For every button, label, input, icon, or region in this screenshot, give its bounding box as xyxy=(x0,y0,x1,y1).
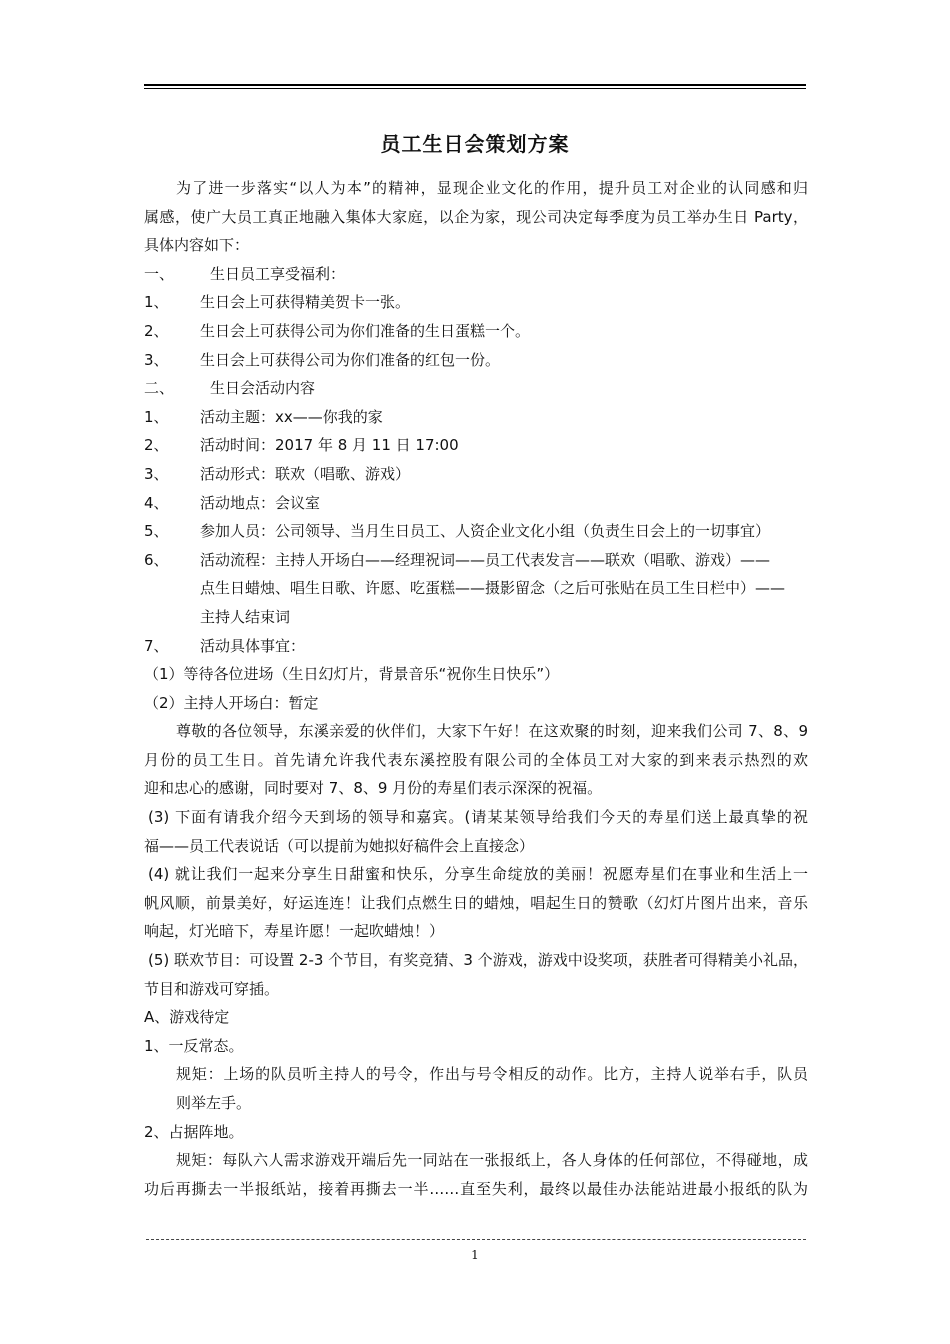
item-number: 4、 xyxy=(144,493,169,512)
list-item xyxy=(144,317,808,346)
item-text: 生日会上可获得公司为你们准备的生日蛋糕一个。 xyxy=(200,321,531,340)
list-item xyxy=(144,403,808,432)
item-number: 3、 xyxy=(144,464,169,483)
game-title: 2、占据阵地。 xyxy=(144,1122,244,1141)
item-text: 活动时间：2017 年 8 月 11 日 17:00 xyxy=(200,436,459,455)
item-text: 活动主题：xx——你我的家 xyxy=(200,407,383,426)
intro-line: 属感，使广大员工真正地融入集体大家庭，以企为家，现公司决定每季度为员工举办生日 Party， xyxy=(144,207,808,226)
header-rule-thick xyxy=(144,84,806,86)
intro-line: 为了进一步落实“以人为本”的精神，显现企业文化的作用，提升员工对企业的认同感和归 xyxy=(176,179,808,197)
section-heading xyxy=(144,374,808,403)
item-text: 生日会上可获得公司为你们准备的红包一份。 xyxy=(200,350,501,369)
document-body xyxy=(144,174,808,1203)
item-number: 1、 xyxy=(144,407,169,426)
step-line: (4) 就让我们一起来分享生日甜蜜和快乐，分享生命绽放的美丽！祝愿寿星们在事业和生活上一 xyxy=(148,865,808,884)
footer-dashed-rule xyxy=(146,1239,806,1240)
games-heading: A、游戏待定 xyxy=(144,1008,230,1027)
list-item xyxy=(144,346,808,375)
item-text: 活动地点：会议室 xyxy=(200,493,321,512)
header-rule-thin xyxy=(144,88,806,89)
speech-line: 月份的员工生日。首先请允许我代表东溪控股有限公司的全体员工对大家的到来表示热烈的欢 xyxy=(144,750,808,769)
item-continuation: 点生日蜡烛、唱生日歌、许愿、吃蛋糕——摄影留念（之后可张贴在员工生日栏中）—— xyxy=(200,579,786,598)
step-line: (5) 联欢节目：可设置 2-3 个节目，有奖竞猜、3 个游戏，游戏中设奖项，获胜者可得精美小礼品， xyxy=(148,951,808,970)
section-number: 一、 xyxy=(144,264,175,283)
step-line: 节目和游戏可穿插。 xyxy=(144,979,280,998)
list-item xyxy=(144,460,808,489)
item-number: 2、 xyxy=(144,321,169,340)
step-line: 福——员工代表说话（可以提前为她拟好稿件会上直接念） xyxy=(144,836,535,855)
speech-line: 迎和忠心的感谢，同时要对 7、8、9 月份的寿星们表示深深的祝福。 xyxy=(144,779,603,798)
section-number: 二、 xyxy=(144,379,175,398)
item-continuation: 主持人结束词 xyxy=(200,607,291,626)
item-number: 3、 xyxy=(144,350,169,369)
step-line: 响起，灯光暗下，寿星许愿！一起吹蜡烛！） xyxy=(144,922,445,941)
list-item xyxy=(144,517,808,546)
step-line: 帆风顺，前景美好，好运连连！让我们点燃生日的蜡烛，唱起生日的赞歌（幻灯片图片出来，音乐 xyxy=(144,893,808,912)
item-text: 参加人员：公司领导、当月生日员工、人资企业文化小组（负责生日会上的一切事宜） xyxy=(200,522,771,541)
intro-line: 具体内容如下： xyxy=(144,236,250,255)
item-number: 7、 xyxy=(144,636,169,655)
item-number: 6、 xyxy=(144,550,169,569)
list-item xyxy=(144,431,808,460)
game-rule-line: 则举左手。 xyxy=(176,1094,252,1112)
game-rule-line: 规矩：每队六人需求游戏开端后先一同站在一张报纸上，各人身体的任何部位，不得碰地，成 xyxy=(176,1151,808,1170)
step-line: (3) 下面有请我介绍今天到场的领导和嘉宾。(请某某领导给我们今天的寿星们送上最真挚的祝 xyxy=(148,808,808,827)
item-number: 1、 xyxy=(144,293,169,312)
list-item xyxy=(144,489,808,518)
step-line: （1）等待各位进场（生日幻灯片，背景音乐“祝你生日快乐”） xyxy=(144,665,560,684)
item-text: 活动形式：联欢（唱歌、游戏） xyxy=(200,464,411,483)
step-line: （2）主持人开场白：暂定 xyxy=(144,693,319,712)
page-number: 1 xyxy=(471,1248,479,1262)
section-title: 生日会活动内容 xyxy=(210,379,316,398)
section-title: 生日员工享受福利： xyxy=(210,264,346,283)
game-rule-line: 功后再撕去一半报纸站，接着再撕去一半……直至失利，最终以最佳办法能站进最小报纸的队为 xyxy=(144,1179,808,1198)
list-item xyxy=(144,288,808,317)
item-text: 活动流程：主持人开场白——经理祝词——员工代表发言——联欢（唱歌、游戏）—— xyxy=(200,550,771,569)
item-text: 活动具体事宜： xyxy=(200,636,306,655)
list-item xyxy=(144,546,808,575)
speech-line: 尊敬的各位领导，东溪亲爱的伙伴们，大家下午好！在这欢聚的时刻，迎来我们公司 7、8、9 xyxy=(176,722,808,741)
item-text: 生日会上可获得精美贺卡一张。 xyxy=(200,293,411,312)
list-item xyxy=(144,632,808,661)
game-title: 1、一反常态。 xyxy=(144,1036,244,1055)
section-heading xyxy=(144,260,808,289)
item-number: 5、 xyxy=(144,522,169,541)
game-rule-line: 规矩：上场的队员听主持人的号令，作出与号令相反的动作。比方，主持人说举右手，队员 xyxy=(176,1065,808,1084)
document-title: 员工生日会策划方案 xyxy=(380,132,570,156)
item-number: 2、 xyxy=(144,436,169,455)
